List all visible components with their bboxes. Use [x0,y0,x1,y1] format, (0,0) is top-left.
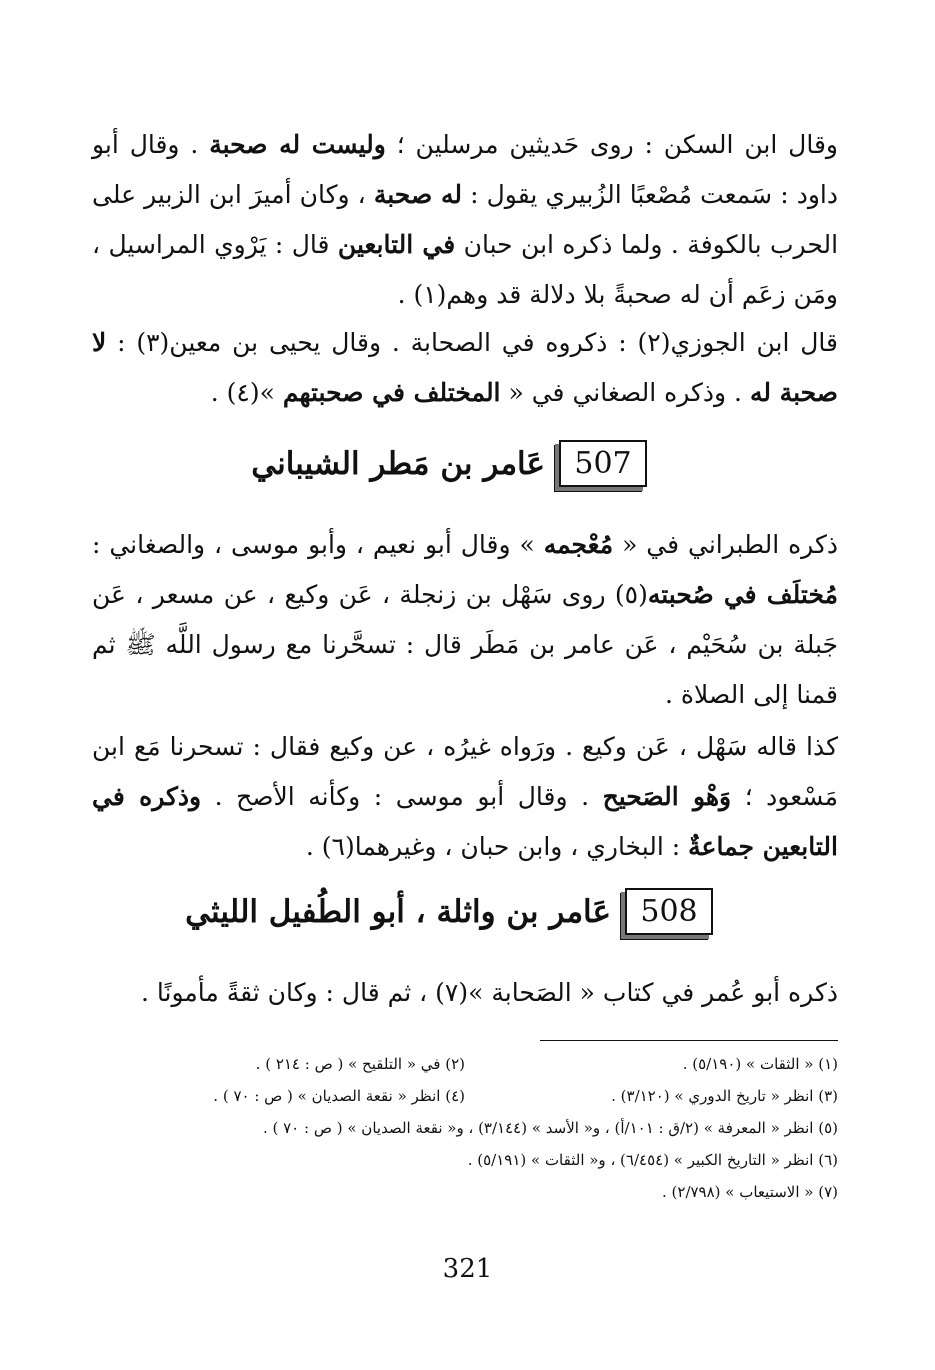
text-segment: . وقال أبو داود : سَمعت مُصْعبًا الزُبيري يقول : [92,130,839,209]
text-segment: » وقال أبو نعيم ، وأبو موسى ، والصغاني : [92,530,544,559]
entry-number-box: 507 [559,440,647,487]
entry-heading-507 [251,440,647,487]
footnote-6: (٦) انظر « التاريخ الكبير » (٦/٤٥٤) ، و« الثقات » (٥/١٩١) . [467,1151,838,1169]
footnote-4: (٤) انظر « نقعة الصديان » ( ص : ٧٠ ) . [213,1087,465,1105]
text-segment: قال ابن الجوزي(٢) : ذكروه في الصحابة . وقال يحيى بن معين(٣) : [106,328,839,357]
paragraph-abu-umar [92,968,838,1018]
paragraph-ibn-al-sakan [92,120,838,320]
text-segment: : البخاري ، وابن حبان ، وغيرهما(٦) . [305,832,689,861]
text-segment: . وذكره الصغاني في « [500,378,750,407]
footnote-row [92,1080,838,1112]
bold-phrase: وذكره في التابعين جماعةٌ [92,782,838,861]
text-segment: (٥) روى سَهْل بن زنجلة ، عَن وكيع ، عن مسعر ، عَن جَبلة بن سُحَيْم ، عَن عامر بن مَطَر قال : تسحَّرنا مع رسول اللَّه ﷺ ثم قمنا إلى الصلاة . [92,580,838,709]
footnote-5: (٥) انظر « المعرفة » (٢/ق : ١٠١/أ) ، و« الأسد » (٣/١٤٤) ، و« نقعة الصديان » ( ص : ٧٠ ) . [262,1119,838,1137]
footnote-2: (٢) في « التلقيح » ( ص : ٢١٤ ) . [255,1055,465,1073]
bold-phrase: وليست له صحبة [209,130,386,159]
entry-heading-508 [185,888,713,935]
footnote-separator [540,1040,838,1041]
text-segment: ذكره أبو عُمر في كتاب « الصَحابة »(٧) ، ثم قال : وكان ثقةً مأمونًا . [140,978,838,1007]
text-segment: وقال ابن السكن : روى حَديثين مرسلين ؛ [385,130,838,159]
text-segment: »(٤) . [210,378,283,407]
bold-phrase: المختلف في صحبتهم [282,378,501,407]
footnotes [92,1048,838,1208]
text-segment: ، وكان أميرَ ابن الزبير على الحرب بالكوفة . ولما ذكره ابن حبان [92,180,839,259]
entry-title: عَامر بن واثلة ، أبو الطُفيل الليثي [185,893,611,930]
text-segment: . وقال أبو موسى : وكأنه الأصح . [201,782,603,811]
paragraph-tabarani [92,520,838,720]
paragraph-sahl-waki [92,722,838,872]
text-segment: كذا قاله سَهْل ، عَن وكيع . ورَواه غيرُه ، عن وكيع فقال : تسحرنا مَع ابن مَسْعود ؛ [92,732,838,811]
footnote-row [92,1048,838,1080]
footnote-1: (١) « الثقات » (٥/١٩٠) . [682,1055,838,1073]
text-segment: قال : يَرْوي المراسيل ، ومَن زعَم أن له صحبةً بلا دلالة قد وهم(١) . [92,230,838,309]
paragraph-ibn-al-jawzi [92,318,838,418]
footnote-7: (٧) « الاستيعاب » (٢/٧٩٨) . [662,1183,838,1201]
footnote-3: (٣) انظر « تاريخ الدوري » (٣/١٢٠) . [611,1087,838,1105]
entry-title: عَامر بن مَطر الشيباني [251,445,545,482]
bold-phrase: لا صحبة له [92,328,838,407]
bold-phrase: له صحبة [373,180,463,209]
entry-number-box: 508 [625,888,713,935]
text-segment: ذكره الطبراني في « [613,530,838,559]
page-number: 321 [442,1254,493,1284]
bold-phrase: وَهْو الصَحيح [602,782,732,811]
bold-phrase: مُختلَف في صُحبته [647,580,838,609]
bold-phrase: مُعْجمه [543,530,614,559]
bold-phrase: في التابعين [337,230,456,259]
